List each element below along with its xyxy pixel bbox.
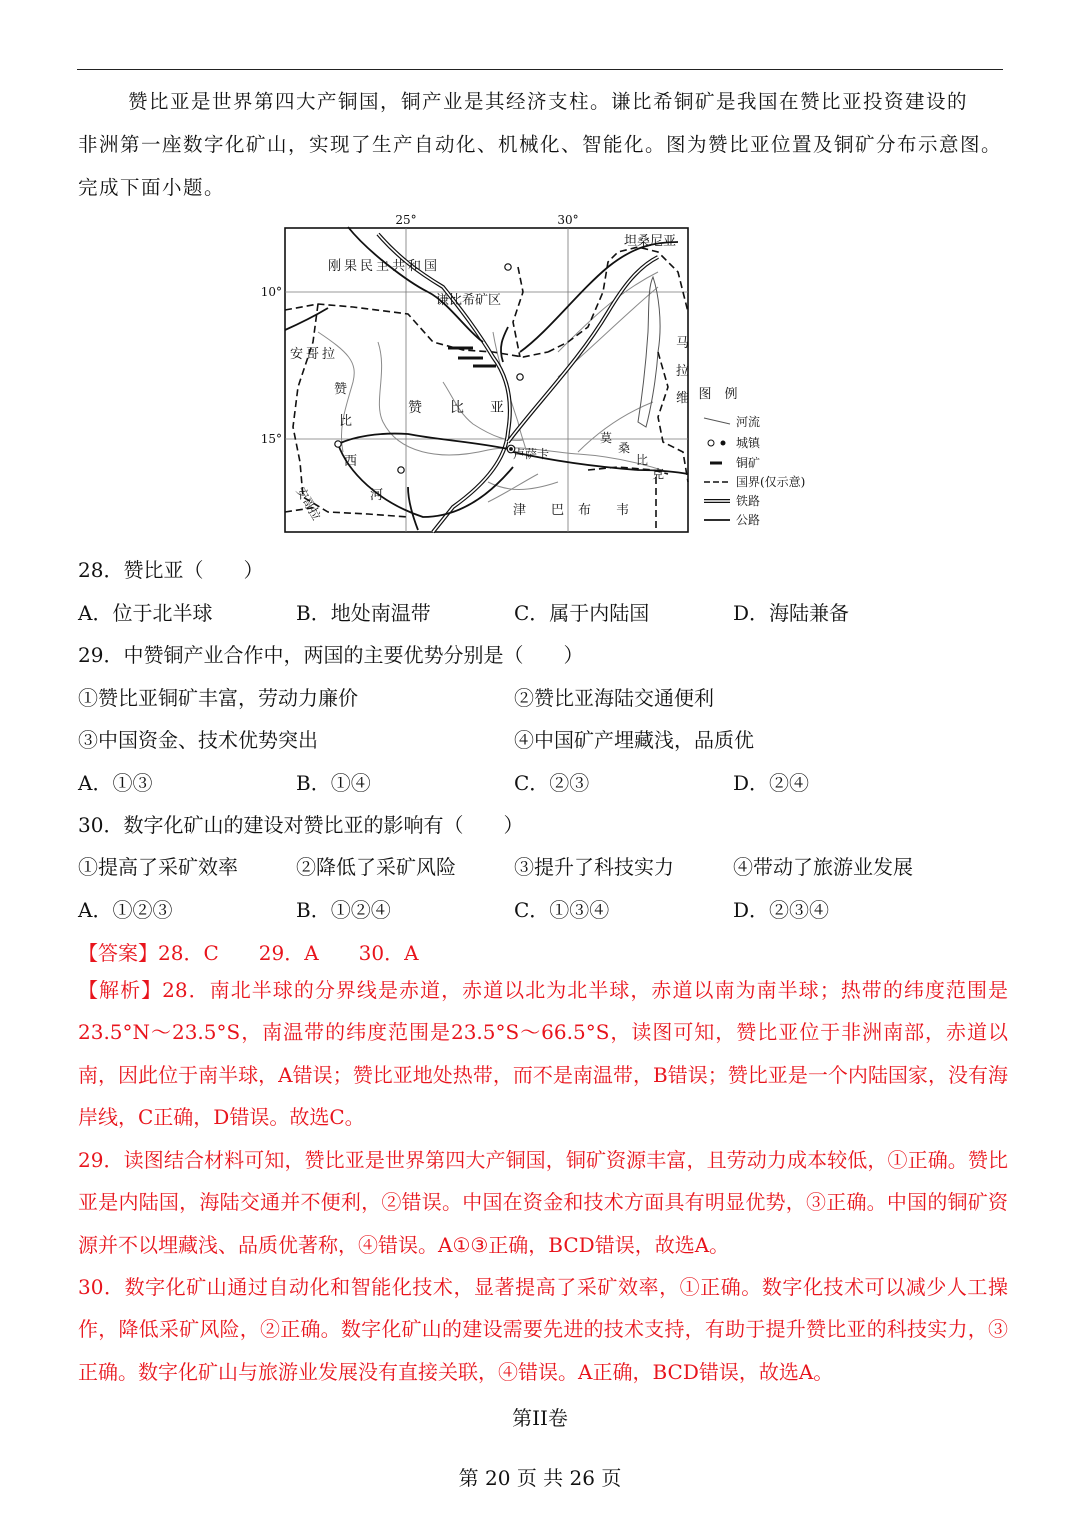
- q28-option-c: C．属于内陆国: [514, 601, 650, 625]
- legend-river-icon: [704, 418, 730, 424]
- label-zambezi-3: 西: [344, 454, 358, 469]
- q29-option-d: D．②④: [733, 771, 810, 795]
- q28-option-a: A．位于北半球: [78, 601, 213, 625]
- label-drc: 刚果民主共和国: [328, 259, 441, 274]
- label-tanzania: 坦桑尼亚: [624, 234, 677, 249]
- analysis-30: 30．数字化矿山通过自动化和智能化技术，显著提高了采矿效率，①正确。数字化技术可以减少人工操作，降低采矿风险，②正确。数字化矿山的建设需要先进的技术支持，有助于提升赞比亚的科技实力，③正确。数字化矿山与旅游业发展没有直接关联，④错误。A正确，BCD错误，故选A。: [78, 1275, 1008, 1384]
- q30-statement-1: ①提高了采矿效率: [78, 855, 238, 879]
- label-zimbabwe-1: 津: [513, 503, 527, 518]
- intro-line-2: 非洲第一座数字化矿山，实现了生产自动化、机械化、智能化。图为赞比亚位置及铜矿分布示意图。: [78, 133, 1003, 156]
- q29-statement-1: ①赞比亚铜矿丰富，劳动力廉价: [78, 686, 358, 710]
- q30-statement-4: ④带动了旅游业发展: [733, 855, 913, 879]
- label-mozambique-1: 莫: [600, 431, 613, 445]
- label-zambia-3: 亚: [490, 400, 504, 416]
- answer-label: 【答案】: [78, 941, 158, 965]
- q30-option-c: C．①③④: [514, 898, 610, 922]
- label-mozambique-4: 克: [652, 467, 665, 481]
- label-zimbabwe-4: 韦: [616, 503, 630, 518]
- legend-mine: 铜矿: [736, 456, 761, 470]
- legend-road: 公路: [736, 513, 761, 527]
- q30-stem: 30．数字化矿山的建设对赞比亚的影响有（ ）: [78, 813, 524, 837]
- intro-line-3: 完成下面小题。: [78, 176, 226, 199]
- railways: [378, 234, 658, 532]
- section-title: 第II卷: [512, 1406, 568, 1430]
- zambia-map: [258, 212, 806, 536]
- page-footer: 第 20 页 共 26 页: [458, 1466, 622, 1490]
- label-zambia-2: 比: [450, 400, 464, 416]
- header-rule: [77, 69, 1003, 70]
- label-mine-area: 谦比希矿区: [436, 293, 502, 308]
- q30-option-d: D．②③④: [733, 898, 830, 922]
- q30-option-a: A．①②③: [78, 898, 173, 922]
- lat-label-15: 15°: [260, 432, 282, 446]
- q29-option-c: C．②③: [514, 771, 590, 795]
- label-mozambique-3: 比: [636, 453, 649, 467]
- label-malawi-1: 马: [676, 336, 690, 351]
- q29-option-a: A．①③: [78, 771, 153, 795]
- answer-line: [78, 937, 419, 966]
- lon-label-25: 25°: [395, 213, 417, 227]
- legend-title: 图 例: [698, 387, 738, 402]
- label-zambia-1: 赞: [408, 400, 422, 416]
- lake-malawi: [638, 277, 660, 427]
- q28-option-b: B．地处南温带: [296, 601, 431, 625]
- analysis-29: 29．读图结合材料可知，赞比亚是世界第四大产铜国，铜矿资源丰富，且劳动力成本较低，①正确。赞比亚是内陆国，海陆交通并不便利，②错误。中国在资金和技术方面具有明显优势，③正确。中国的铜矿资源并不以埋藏浅、品质优著称，④错误。A①③正确，BCD错误，故选A。: [78, 1148, 1008, 1257]
- intro-line-1: 赞比亚是世界第四大产铜国，铜产业是其经济支柱。谦比希铜矿是我国在赞比亚投资建设的: [128, 90, 969, 113]
- q30-statement-3: ③提升了科技实力: [514, 855, 674, 879]
- legend-town: 城镇: [736, 436, 761, 450]
- q29-statement-4: ④中国矿产埋藏浅，品质优: [514, 728, 754, 752]
- label-malawi-2: 拉: [676, 364, 690, 379]
- label-lusaka: 卢萨卡: [513, 447, 550, 461]
- analysis-28: [78, 969, 1008, 1138]
- q28-option-d: D．海陆兼备: [733, 601, 850, 625]
- intro-paragraph: [78, 80, 1004, 209]
- q28-stem: 28．赞比亚（ ）: [78, 558, 264, 582]
- lat-label-10: 10°: [260, 285, 282, 299]
- label-zimbabwe-3: 布: [578, 503, 592, 518]
- q29-option-b: B．①④: [296, 771, 371, 795]
- label-zimbabwe-2: 巴: [551, 503, 565, 518]
- answer-text: 28．C 29．A 30．A: [158, 941, 419, 965]
- analysis-label: 【解析】: [78, 978, 163, 1002]
- label-angola-bottom: 安哥拉: [293, 484, 324, 523]
- legend-border: 国界(仅示意): [736, 475, 806, 489]
- lon-label-30: 30°: [557, 213, 579, 227]
- map-legend: [698, 387, 805, 527]
- label-mozambique-2: 桑: [618, 441, 631, 455]
- label-angola-top: 安哥拉: [290, 347, 339, 362]
- q29-stem: 29．中赞铜产业合作中，两国的主要优势分别是（ ）: [78, 643, 584, 667]
- q29-statement-3: ③中国资金、技术优势突出: [78, 728, 318, 752]
- legend-town-icon: [708, 440, 714, 446]
- q30-option-b: B．①②④: [296, 898, 391, 922]
- analysis-28-text: 28．南北半球的分界线是赤道，赤道以北为北半球，赤道以南为南半球；热带的纬度范围是23.5°N～23.5°S，南温带的纬度范围是23.5°S～66.5°S，读图可知，赞比亚位于非洲南部，赤道以南，因此位于南半球，A错误；赞比亚地处热带，而不是南温带，B错误；赞比亚是一个内陆国家，没有海岸线，C正确，D错误。故选C。: [78, 978, 1009, 1129]
- label-zambezi-4: 河: [370, 488, 384, 503]
- label-zambezi-1: 赞: [334, 382, 348, 397]
- legend-town-icon-2: [721, 441, 726, 446]
- label-malawi-3: 维: [676, 391, 690, 406]
- q30-statement-2: ②降低了采矿风险: [296, 855, 456, 879]
- legend-river: 河流: [736, 415, 761, 429]
- legend-rail: 铁路: [736, 494, 761, 508]
- q29-statement-2: ②赞比亚海陆交通便利: [514, 686, 714, 710]
- label-zambezi-2: 比: [339, 414, 353, 429]
